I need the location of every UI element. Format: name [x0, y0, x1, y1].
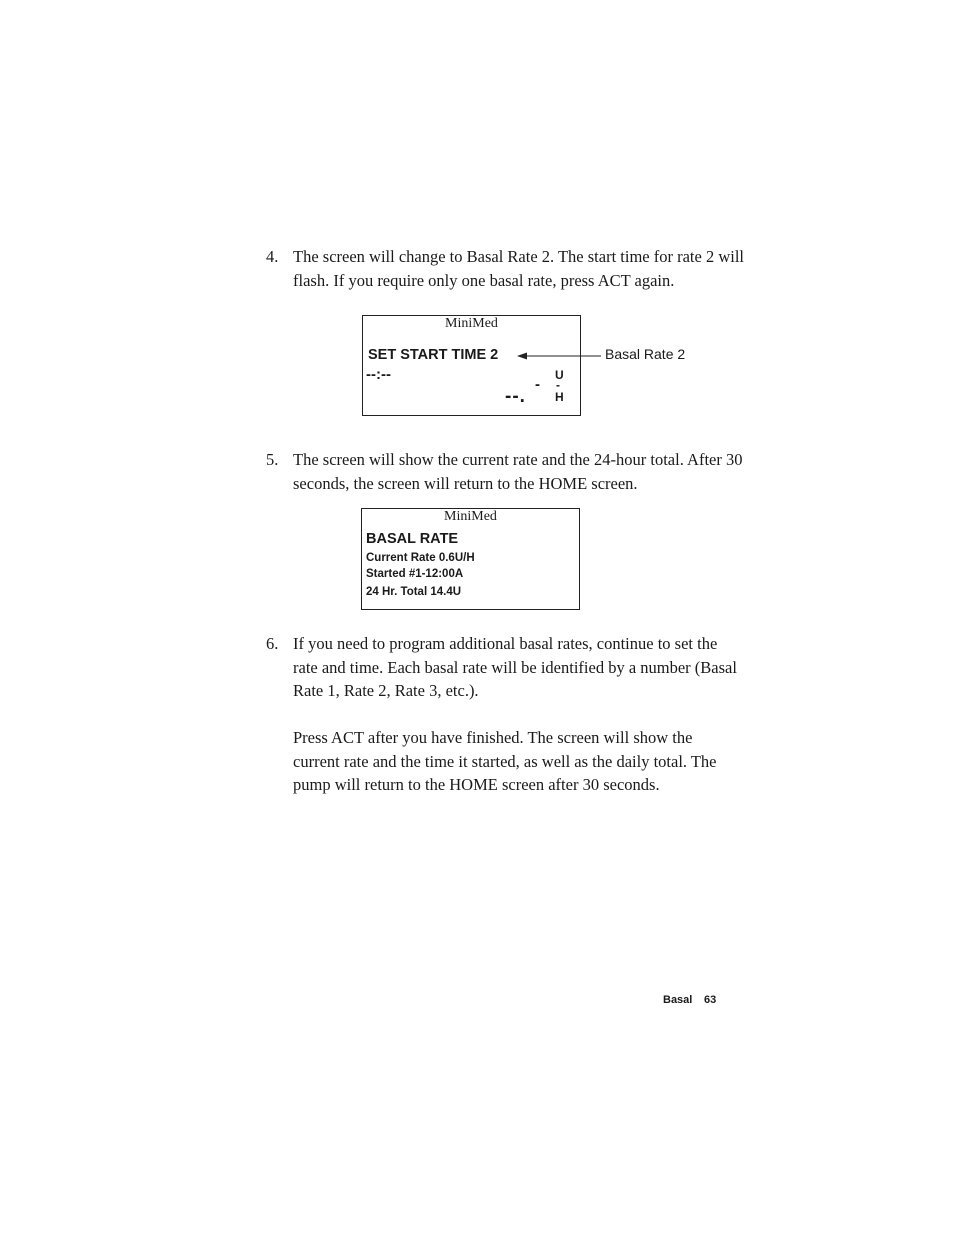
step-6-followup: Press ACT after you have finished. The screen will show the current rate and the time it started, as well as the daily total. The pump will return to the HOME screen after 30 seconds.: [293, 728, 717, 794]
callout-label: Basal Rate 2: [605, 346, 686, 362]
started-line: Started #1-12:00A: [366, 568, 464, 580]
rate-dash: -: [535, 376, 540, 393]
step-4: [266, 245, 746, 292]
brand-label: MiniMed: [445, 316, 498, 331]
screen-heading: BASAL RATE: [366, 531, 459, 547]
step-6: [266, 632, 746, 703]
step-number: 6.: [266, 634, 279, 653]
rate-placeholder: --.: [505, 386, 526, 407]
step-5: [266, 448, 746, 495]
step-text: The screen will show the current rate and the 24-hour total. After 30 seconds, the screen will return to the HOME screen.: [293, 450, 743, 493]
unit-top: U: [555, 368, 564, 382]
step-text: If you need to program additional basal rates, continue to set the rate and time. Each basal rate will be identified by a number (Basal Rate 1, Rate 2, Rate 3, etc.).: [293, 634, 737, 700]
step-number: 4.: [266, 247, 279, 266]
time-placeholder: --:--: [366, 366, 391, 383]
page-number: 63: [704, 994, 717, 1006]
pump-screen-set-start-time: [362, 315, 581, 416]
unit-separator: -: [556, 378, 560, 392]
footer-section: Basal: [663, 994, 693, 1006]
unit-bottom: H: [555, 390, 564, 404]
screen-heading: SET START TIME 2: [368, 347, 499, 363]
current-rate-line: Current Rate 0.6U/H: [366, 552, 475, 564]
brand-label: MiniMed: [444, 509, 497, 524]
step-number: 5.: [266, 450, 279, 469]
callout-arrow-icon: [515, 349, 605, 363]
step-text: The screen will change to Basal Rate 2. The start time for rate 2 will flash. If you require only one basal rate, press ACT again.: [293, 247, 745, 290]
total-line: 24 Hr. Total 14.4U: [366, 586, 462, 598]
pump-screen-basal-rate: [361, 508, 580, 610]
